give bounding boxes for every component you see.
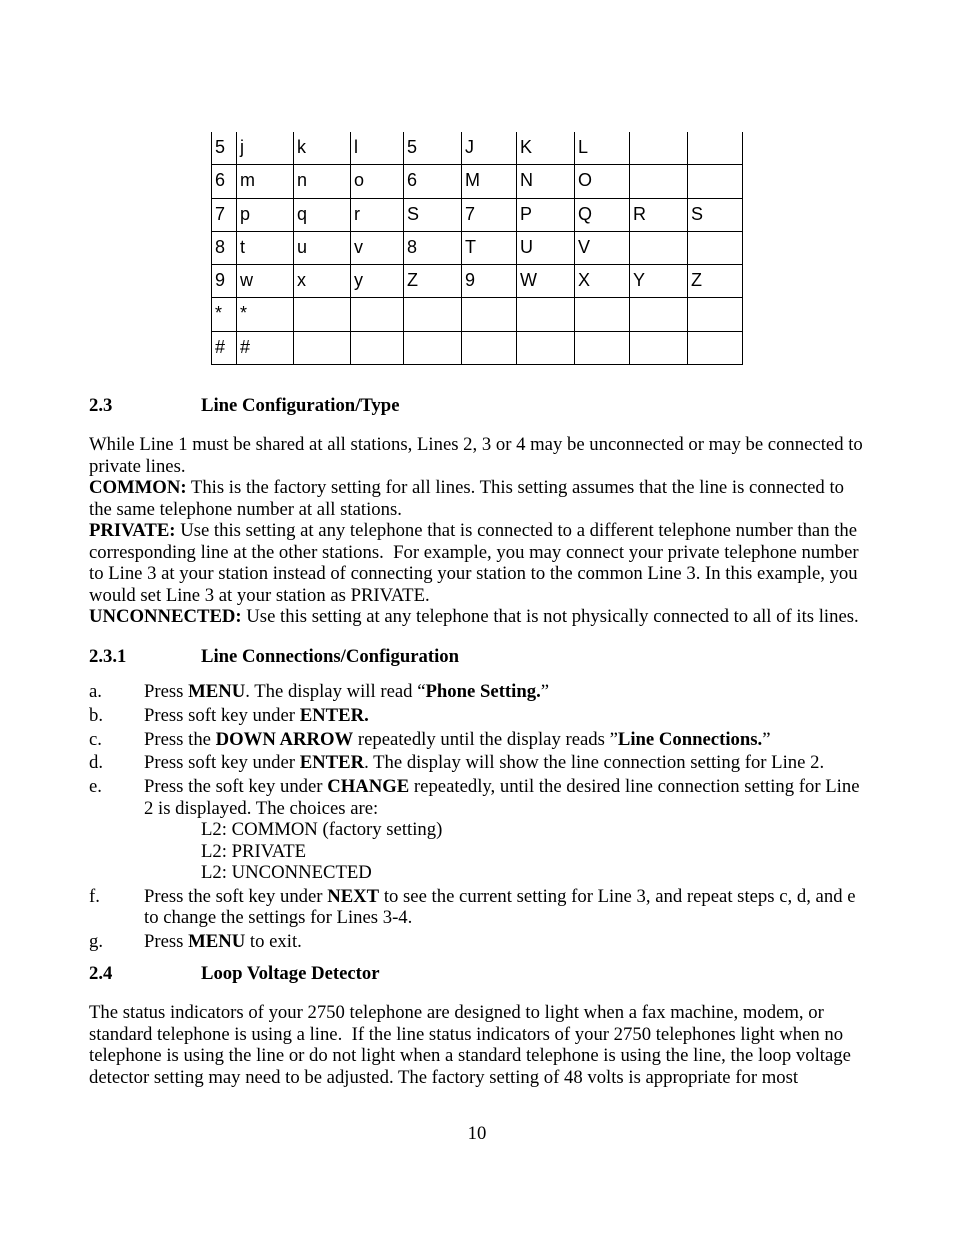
table-cell: M	[462, 165, 517, 198]
table-cell: q	[294, 199, 351, 232]
section-2-3-body	[89, 434, 863, 628]
private-definition	[89, 520, 863, 542]
section-number: 2.4	[89, 963, 113, 984]
table-cell: w	[237, 265, 294, 298]
body-line: private lines.	[89, 455, 186, 477]
table-cell	[688, 232, 743, 265]
table-cell	[351, 332, 404, 365]
body-line: detector setting may need to be adjusted. The factory setting of 48 volts is appropriate for most	[89, 1066, 799, 1088]
table-cell	[462, 298, 517, 331]
character-table	[211, 132, 743, 365]
step-c	[89, 729, 860, 751]
table-cell: r	[351, 199, 404, 232]
table-cell: 7	[212, 199, 237, 232]
table-cell	[575, 332, 630, 365]
table-cell: 9	[462, 265, 517, 298]
table-cell: Z	[688, 265, 743, 298]
table-cell: K	[517, 132, 575, 165]
key-name: MENU	[188, 681, 246, 702]
table-cell: U	[517, 232, 575, 265]
table-cell: X	[575, 265, 630, 298]
section-2-3-1-heading	[89, 646, 459, 668]
term-label: UNCONNECTED:	[89, 606, 242, 627]
table-cell: 9	[212, 265, 237, 298]
table-cell: n	[294, 165, 351, 198]
table-cell	[688, 165, 743, 198]
table-cell: #	[237, 332, 294, 365]
step-marker: f.	[89, 885, 100, 907]
table-cell: j	[237, 132, 294, 165]
body-line: the same telephone number at all stations.	[89, 498, 402, 520]
table-cell: N	[517, 165, 575, 198]
step-text: Press the	[144, 728, 216, 750]
display-message: Line Connections.	[617, 728, 763, 750]
table-cell: x	[294, 265, 351, 298]
step-text: ”	[762, 728, 771, 750]
choice-option: L2: COMMON (factory setting)	[201, 819, 443, 841]
table-cell: O	[575, 165, 630, 198]
table-cell: T	[462, 232, 517, 265]
table-cell: S	[688, 199, 743, 232]
table-cell: v	[351, 232, 404, 265]
table-cell: y	[351, 265, 404, 298]
table-cell: P	[517, 199, 575, 232]
term-label: PRIVATE:	[89, 520, 176, 541]
table-cell: p	[237, 199, 294, 232]
section-title: Loop Voltage Detector	[201, 963, 380, 984]
table-cell	[630, 232, 688, 265]
table-cell	[630, 165, 688, 198]
table-cell: Z	[404, 265, 462, 298]
section-title: Line Configuration/Type	[201, 395, 400, 416]
table-cell: k	[294, 132, 351, 165]
step-text: Press soft key under	[144, 704, 300, 726]
table-cell: *	[237, 298, 294, 331]
table-cell	[517, 332, 575, 365]
choice-option: L2: PRIVATE	[201, 840, 307, 862]
body-line: telephone is using the line or do not light when a standard telephone is using the line, the loop voltage	[89, 1045, 851, 1066]
definition-text: Use this setting at any telephone that is not physically connected to all of its lines.	[246, 606, 859, 627]
step-text: . The display will read “	[245, 681, 426, 702]
table-cell	[294, 298, 351, 331]
table-cell	[688, 132, 743, 165]
step-text: repeatedly, until the desired line connection setting for Line	[409, 776, 860, 798]
step-marker: a.	[89, 681, 102, 702]
body-line: to Line 3 at your station instead of connecting your station to the common Line 3. In this example, you	[89, 563, 858, 584]
table-cell: m	[237, 165, 294, 198]
table-cell: #	[212, 332, 237, 365]
step-text: Press	[144, 931, 189, 953]
definition-text: This is the factory setting for all lines. This setting assumes that the line is connected to	[190, 477, 844, 498]
definition-text: Use this setting at any telephone that is connected to a different telephone number than the	[180, 520, 858, 541]
step-text: to change the settings for Lines 3-4.	[144, 907, 413, 929]
key-name: CHANGE	[327, 776, 410, 798]
step-marker: g.	[89, 931, 104, 953]
table-cell: 8	[212, 232, 237, 265]
section-2-4-heading	[89, 963, 380, 985]
step-b	[89, 705, 860, 727]
step-list	[89, 681, 860, 953]
common-definition	[89, 477, 863, 499]
step-e	[89, 776, 860, 884]
step-d	[89, 752, 860, 774]
table-cell: 5	[404, 132, 462, 165]
table-cell: S	[404, 199, 462, 232]
table-cell: o	[351, 165, 404, 198]
table-cell	[404, 332, 462, 365]
table-cell	[351, 298, 404, 331]
step-marker: e.	[89, 776, 102, 798]
key-name: ENTER	[299, 752, 365, 774]
body-line: would set Line 3 at your station as PRIVATE.	[89, 584, 430, 606]
section-title: Line Connections/Configuration	[201, 646, 460, 667]
step-text: Press	[144, 681, 189, 702]
table-cell	[688, 332, 743, 365]
table-cell: 8	[404, 232, 462, 265]
table-cell: 6	[212, 165, 237, 198]
step-text: repeatedly until the display reads ”	[353, 728, 618, 750]
table-cell: Y	[630, 265, 688, 298]
step-marker: b.	[89, 704, 104, 726]
table-cell: R	[630, 199, 688, 232]
key-name: ENTER.	[299, 704, 369, 726]
key-name: MENU	[188, 931, 246, 953]
choice-option: L2: UNCONNECTED	[201, 862, 372, 884]
body-line: The status indicators of your 2750 telephone are designed to light when a fax machine, modem, or	[89, 1002, 824, 1023]
table-cell: J	[462, 132, 517, 165]
section-2-3-heading	[89, 395, 400, 417]
table-cell	[630, 332, 688, 365]
table-cell: W	[517, 265, 575, 298]
section-2-4-body	[89, 1002, 851, 1088]
step-text: Press the soft key under	[144, 885, 328, 907]
body-line: corresponding line at the other stations. For example, you may connect your private telephone number	[89, 541, 859, 563]
table-cell: t	[237, 232, 294, 265]
step-marker: c.	[89, 728, 102, 750]
step-text: Press the soft key under	[144, 776, 328, 798]
table-cell	[517, 298, 575, 331]
body-line: While Line 1 must be shared at all stations, Lines 2, 3 or 4 may be unconnected or may be connected to	[89, 434, 863, 455]
step-text: Press soft key under	[144, 752, 300, 774]
table-cell: 7	[462, 199, 517, 232]
table-cell: *	[212, 298, 237, 331]
table-cell	[630, 298, 688, 331]
step-g	[89, 931, 860, 953]
table-cell: 6	[404, 165, 462, 198]
term-label: COMMON:	[89, 477, 187, 498]
display-message: Phone Setting.	[425, 681, 541, 702]
unconnected-definition	[89, 606, 863, 628]
body-line: standard telephone is using a line. If the line status indicators of your 2750 telephones light when no	[89, 1023, 844, 1045]
table-cell: 5	[212, 132, 237, 165]
table-cell: u	[294, 232, 351, 265]
step-text: 2 is displayed. The choices are:	[144, 797, 379, 819]
step-f	[89, 886, 860, 929]
table-cell: l	[351, 132, 404, 165]
table-cell: L	[575, 132, 630, 165]
step-text: to see the current setting for Line 3, and repeat steps c, d, and e	[379, 885, 856, 907]
table-cell: Q	[575, 199, 630, 232]
table-cell	[575, 298, 630, 331]
section-number: 2.3	[89, 395, 113, 416]
table-cell	[688, 298, 743, 331]
table-cell	[462, 332, 517, 365]
key-name: NEXT	[327, 885, 380, 907]
step-a	[89, 681, 860, 703]
table-cell	[630, 132, 688, 165]
table-cell	[404, 298, 462, 331]
step-text: to exit.	[245, 931, 302, 953]
key-name: DOWN ARROW	[215, 728, 354, 750]
page-number: 10	[467, 1123, 487, 1144]
table-cell: V	[575, 232, 630, 265]
step-text: ”	[540, 681, 550, 702]
step-marker: d.	[89, 752, 104, 774]
table-cell	[294, 332, 351, 365]
step-text: . The display will show the line connection setting for Line 2.	[364, 752, 825, 774]
section-number: 2.3.1	[89, 646, 127, 667]
